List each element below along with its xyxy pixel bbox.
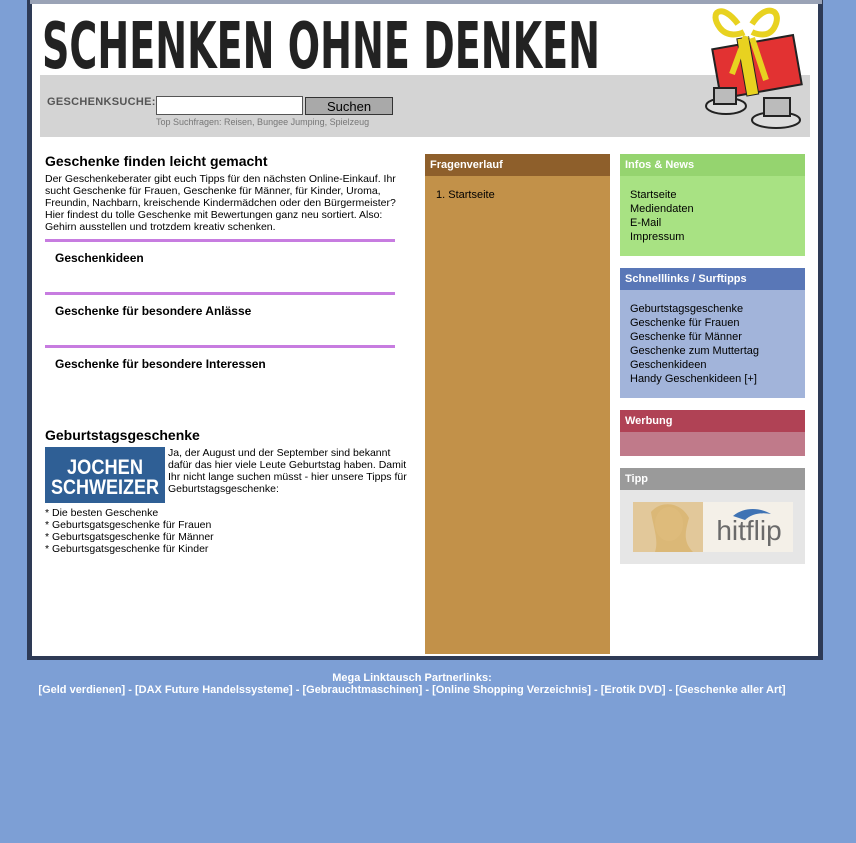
footer-separator: - <box>125 684 135 696</box>
info-link-startseite[interactable]: Startseite <box>630 189 677 201</box>
site-logo[interactable] <box>42 8 612 74</box>
info-link-impressum[interactable]: Impressum <box>630 231 685 243</box>
footer-separator: - <box>422 684 433 696</box>
search-button[interactable]: Suchen <box>305 97 393 115</box>
tip-box <box>620 468 805 564</box>
info-link-mediendaten[interactable]: Mediendaten <box>630 203 694 215</box>
jochen-schweizer-logo[interactable] <box>45 447 165 503</box>
quicklink-item[interactable]: Geschenke für Frauen <box>630 317 740 329</box>
category-link-interessen[interactable]: Geschenke für besondere Interessen <box>55 357 266 371</box>
ads-title: Werbung <box>620 410 805 432</box>
search-bar <box>40 75 810 137</box>
category-box[interactable] <box>45 292 395 345</box>
birthday-list-item[interactable]: * Die besten Geschenke <box>45 507 159 519</box>
birthday-text: Ja, der August und der September sind bekannt dafür das hier viele Leute Geburtstag haben. Damit Ihr nicht lange suchen müsst - hier unsere Tipps für Geburtstagsgeschenke: <box>168 447 407 495</box>
footer-link[interactable]: [Online Shopping Verzeichnis] <box>432 684 591 696</box>
quicklink-item[interactable]: Geschenke zum Muttertag <box>630 345 760 357</box>
search-input[interactable] <box>156 96 303 115</box>
birthday-title: Geburtstagsgeschenke <box>45 427 200 443</box>
top-queries-text: Top Suchfragen: Reisen, Bungee Jumping, Spielzeug <box>156 117 370 127</box>
quicklink-item[interactable]: Geschenkideen <box>630 359 707 371</box>
ads-box <box>620 410 805 456</box>
jochen-logo-line1: JOCHEN <box>67 456 143 479</box>
footer-separator: - <box>665 684 676 696</box>
intro-text: Der Geschenkeberater gibt euch Tipps für den nächsten Online-Einkauf. Ihr sucht Geschenke für Frauen, Geschenke für Männer, für Kinder, Uroma, Freundin, Nachbarn, kreischende Kindermädchen oder den Bürgermeister? Hier findest du tolle Geschenke mit Bewertungen ganz neu sortiert. Also: Gehirn ausstellen und trotzdem kreativ schenken. <box>45 173 396 233</box>
info-box <box>620 154 805 256</box>
history-panel <box>425 154 610 654</box>
footer-link[interactable]: [Geld verdienen] <box>38 684 126 696</box>
quicklink-item[interactable]: Handy Geschenkideen [+] <box>630 373 757 385</box>
hitflip-logo-text: hitflip <box>716 515 782 546</box>
footer-title: Mega Linktausch Partnerlinks: <box>332 672 492 684</box>
footer-separator: - <box>292 684 303 696</box>
hitflip-banner[interactable] <box>633 502 793 552</box>
footer-links <box>0 684 824 696</box>
info-title: Infos & News <box>620 154 805 176</box>
intro-title: Geschenke finden leicht gemacht <box>45 153 268 169</box>
footer-link[interactable]: [Geschenke aller Art] <box>675 684 786 696</box>
quicklink-item[interactable]: Geschenke für Männer <box>630 331 742 343</box>
footer-separator: - <box>590 684 601 696</box>
search-label: GESCHENKSUCHE: <box>47 96 156 108</box>
history-title: Fragenverlauf <box>425 154 610 176</box>
birthday-list-item[interactable]: * Geburtsgatsgeschenke für Kinder <box>45 543 209 555</box>
category-link-anlaesse[interactable]: Geschenke für besondere Anlässe <box>55 304 252 318</box>
footer-link[interactable]: [Gebrauchtmaschinen] <box>302 684 423 696</box>
tip-title: Tipp <box>620 468 805 490</box>
category-box[interactable] <box>45 345 395 398</box>
birthday-list-item[interactable]: * Geburtsgatsgeschenke für Frauen <box>45 519 212 531</box>
site-logo-text: SCHENKEN OHNE DENKEN <box>42 10 600 74</box>
footer-link[interactable]: [DAX Future Handelssysteme] <box>134 684 293 696</box>
jochen-logo-line2: SCHWEIZER <box>51 476 159 499</box>
history-item[interactable]: 1. Startseite <box>436 189 495 201</box>
category-link-geschenkideen[interactable]: Geschenkideen <box>55 251 144 265</box>
info-link-email[interactable]: E-Mail <box>630 217 662 229</box>
gift-sneakers-icon <box>704 2 808 132</box>
category-box[interactable] <box>45 239 395 292</box>
quicklinks-title: Schnelllinks / Surftipps <box>620 268 805 290</box>
birthday-list-item[interactable]: * Geburtsgatsgeschenke für Männer <box>45 531 214 543</box>
quicklinks-box <box>620 268 805 398</box>
birthday-list <box>45 507 214 555</box>
quicklink-item[interactable]: Geburtstagsgeschenke <box>630 303 744 315</box>
footer-link[interactable]: [Erotik DVD] <box>600 684 666 696</box>
